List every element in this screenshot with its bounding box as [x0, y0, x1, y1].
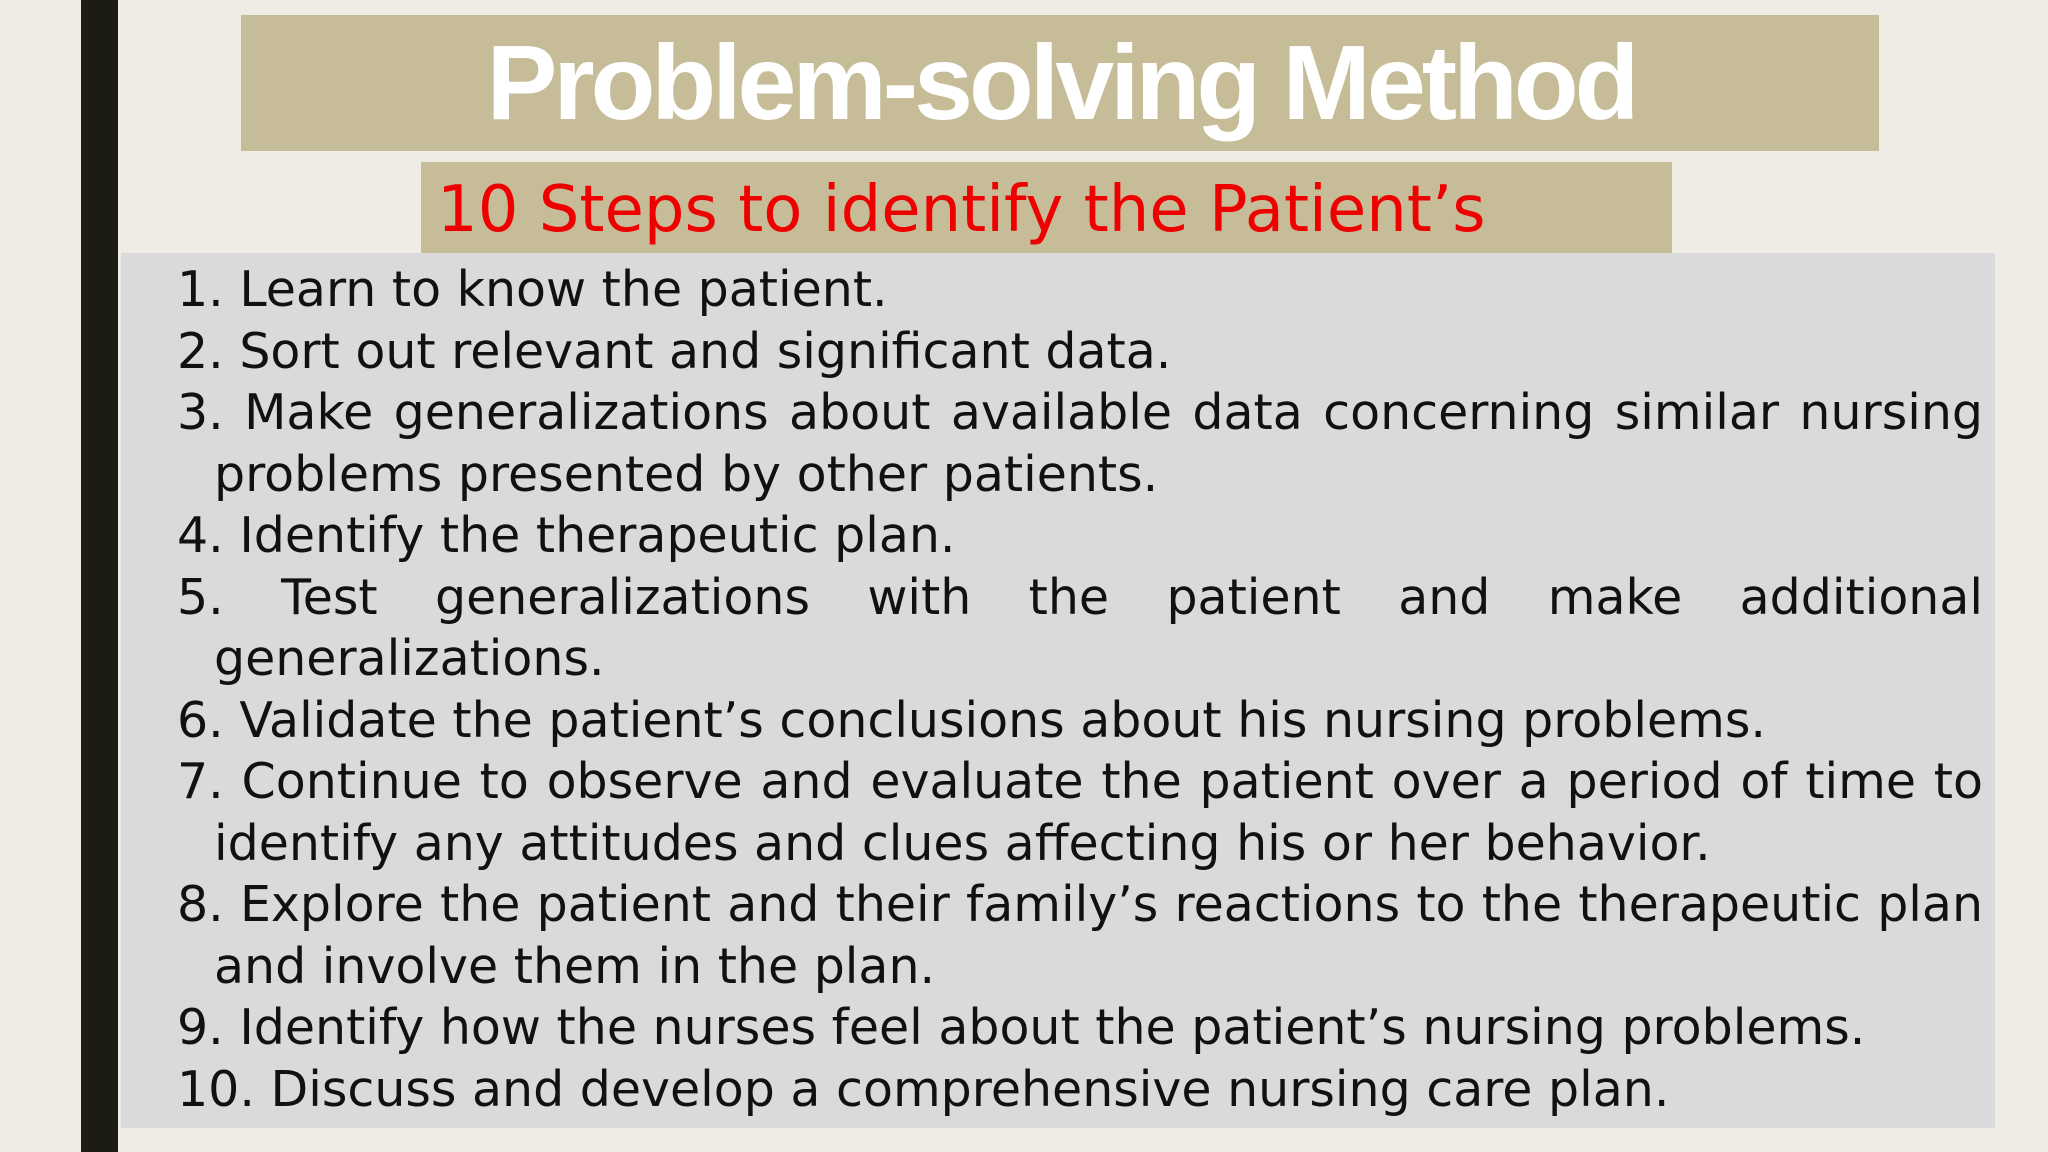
slide-title: Problem-solving Method	[486, 24, 1636, 142]
step-item-6: 6. Validate the patient’s conclusions about his nursing problems.	[177, 691, 1766, 749]
steps-panel	[121, 253, 1995, 1128]
step-item-4: 4. Identify the therapeutic plan.	[177, 507, 956, 564]
step-item-10: 10. Discuss and develop a comprehensive nursing care plan.	[177, 1060, 1670, 1118]
step-item-9: 9. Identify how the nurses feel about the patient’s nursing problems.	[177, 999, 1866, 1056]
step-item-1: 1. Learn to know the patient.	[177, 261, 888, 318]
steps-list	[177, 259, 1983, 1120]
title-banner	[241, 15, 1879, 151]
step-item-8: 8. Explore the patient and their family’s reactions to the therapeutic plan and involve them in the plan.	[177, 876, 1983, 995]
step-item-2: 2. Sort out relevant and significant data.	[177, 322, 1172, 380]
subtitle-banner	[421, 162, 1672, 254]
slide-subtitle: 10 Steps to identify the Patient’s	[437, 173, 1486, 247]
step-item-5: 5. Test generalizations with the patient and make additional generalizations.	[177, 568, 1983, 687]
step-item-3: 3. Make generalizations about available data concerning similar nursing problems presented by other patients.	[177, 384, 1983, 503]
left-accent-bar	[81, 0, 118, 1152]
step-item-7: 7. Continue to observe and evaluate the patient over a period of time to identify any attitudes and clues affecting his or her behavior.	[177, 753, 1983, 872]
